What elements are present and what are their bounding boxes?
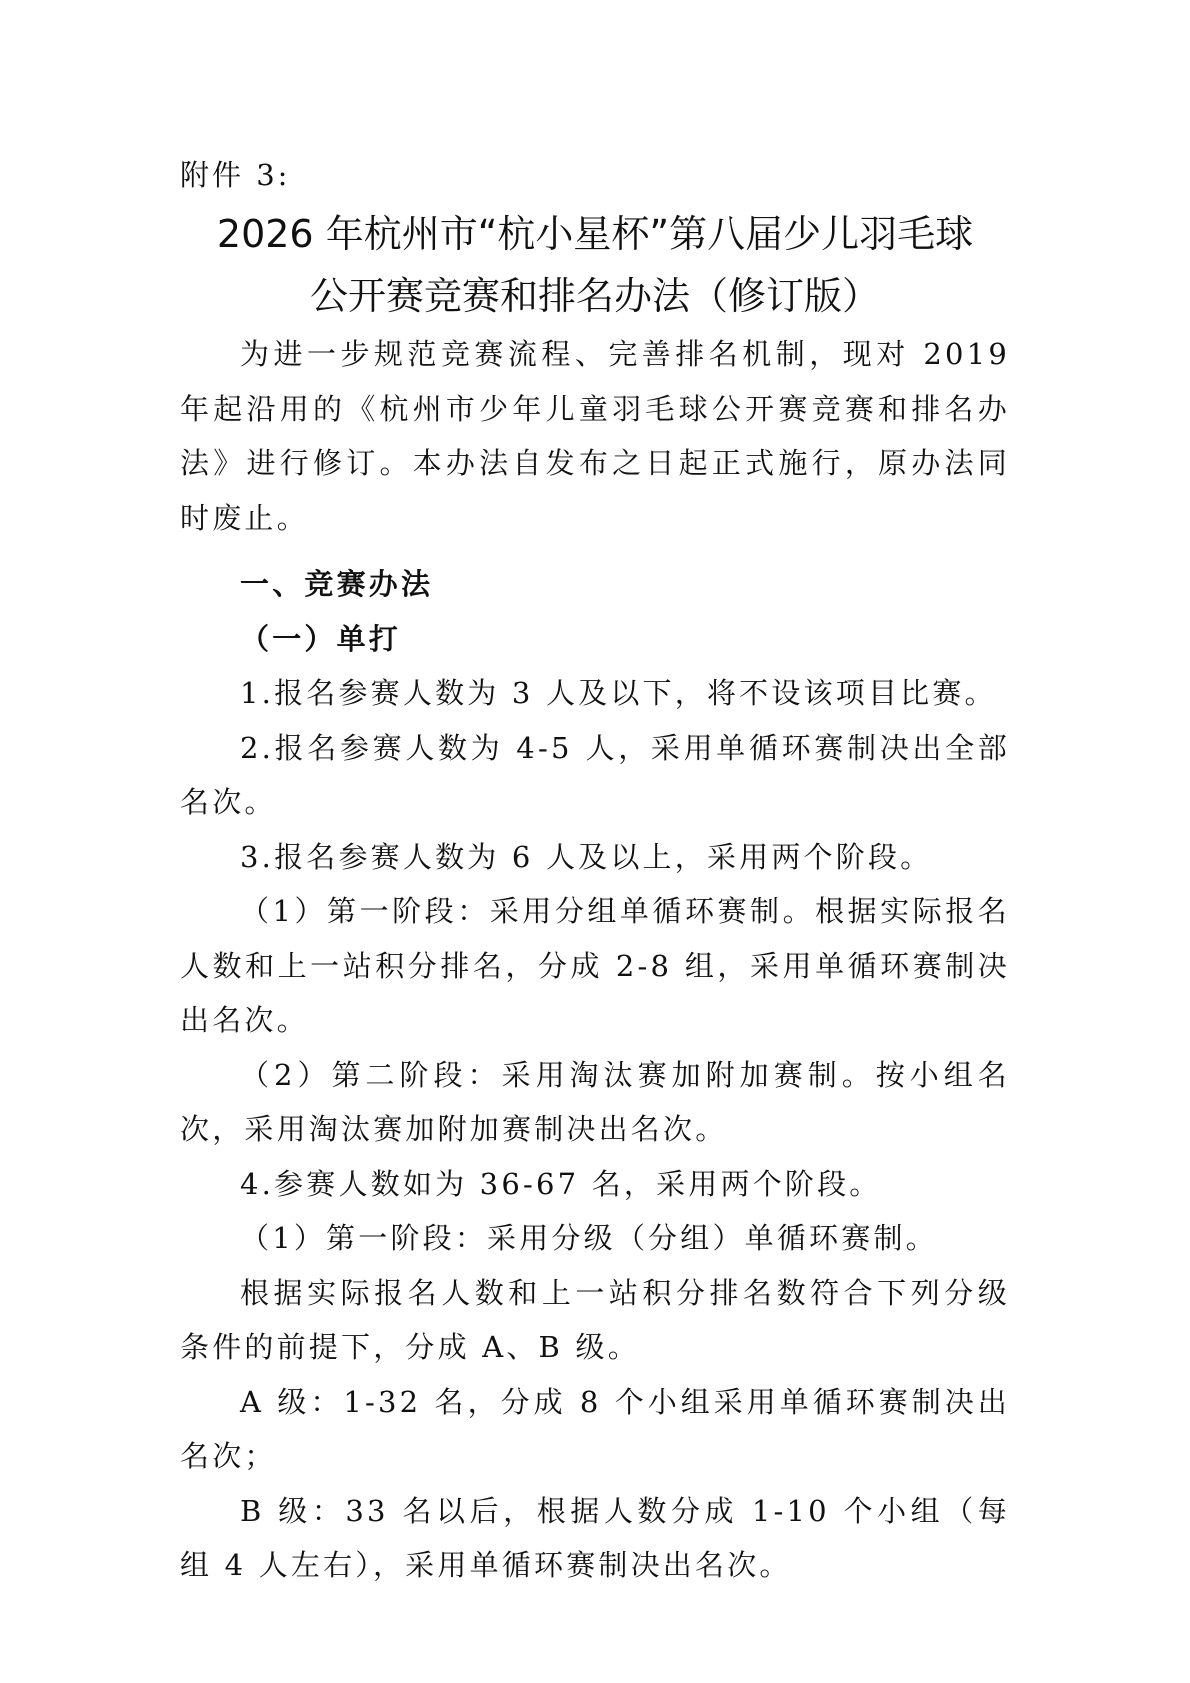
rule-item-4: 4.参赛人数如为 36-67 名，采用两个阶段。 — [240, 1166, 882, 1201]
section-heading-competition-method: 一、竞赛办法 — [240, 567, 434, 601]
rule-item-4-stage-1: （1）第一阶段：采用分级（分组）单循环赛制。 — [240, 1221, 938, 1255]
rule-item-1: 1.报名参赛人数为 3 人及以下，将不设该项目比赛。 — [240, 676, 997, 710]
rule-item-4-detail: 根据实际报名人数和上一站积分排名数符合下列分级条件的前提下，分成 A、B 级。 — [180, 1275, 1010, 1364]
rule-item-3-stage-1: （1）第一阶段：采用分组单循环赛制。根据实际报名人数和上一站积分排名，分成 2-8 组，采用单循环赛制决出名次。 — [180, 894, 1010, 1037]
document-body — [180, 327, 1010, 1593]
rule-item-3: 3.报名参赛人数为 6 人及以上，采用两个阶段。 — [240, 839, 933, 874]
rule-item-2: 2.报名参赛人数为 4-5 人，采用单循环赛制决出全部名次。 — [180, 730, 1010, 819]
document-title-line-2: 公开赛竞赛和排名办法（修订版） — [309, 274, 880, 318]
document-title-line-1: 2026 年杭州市“杭小星杯”第八届少儿羽毛球 — [216, 212, 974, 256]
intro-paragraph: 为进一步规范竞赛流程、完善排名机制，现对 2019 年起沿用的《杭州市少年儿童羽毛球公开赛竞赛和排名办法》进行修订。本办法自发布之日起正式施行，原办法同时废止。 — [180, 337, 1010, 535]
level-a-rule: A 级：1-32 名，分成 8 个小组采用单循环赛制决出名次； — [180, 1384, 1010, 1473]
attachment-label: 附件 3: — [180, 158, 291, 192]
subsection-heading-singles: （一）单打 — [240, 621, 402, 656]
rule-item-3-stage-2: （2）第二阶段：采用淘汰赛加附加赛制。按小组名次，采用淘汰赛加附加赛制决出名次。 — [180, 1057, 1010, 1146]
level-b-rule: B 级：33 名以后，根据人数分成 1-10 个小组（每组 4 人左右），采用单循环赛制决出名次。 — [180, 1493, 1010, 1582]
